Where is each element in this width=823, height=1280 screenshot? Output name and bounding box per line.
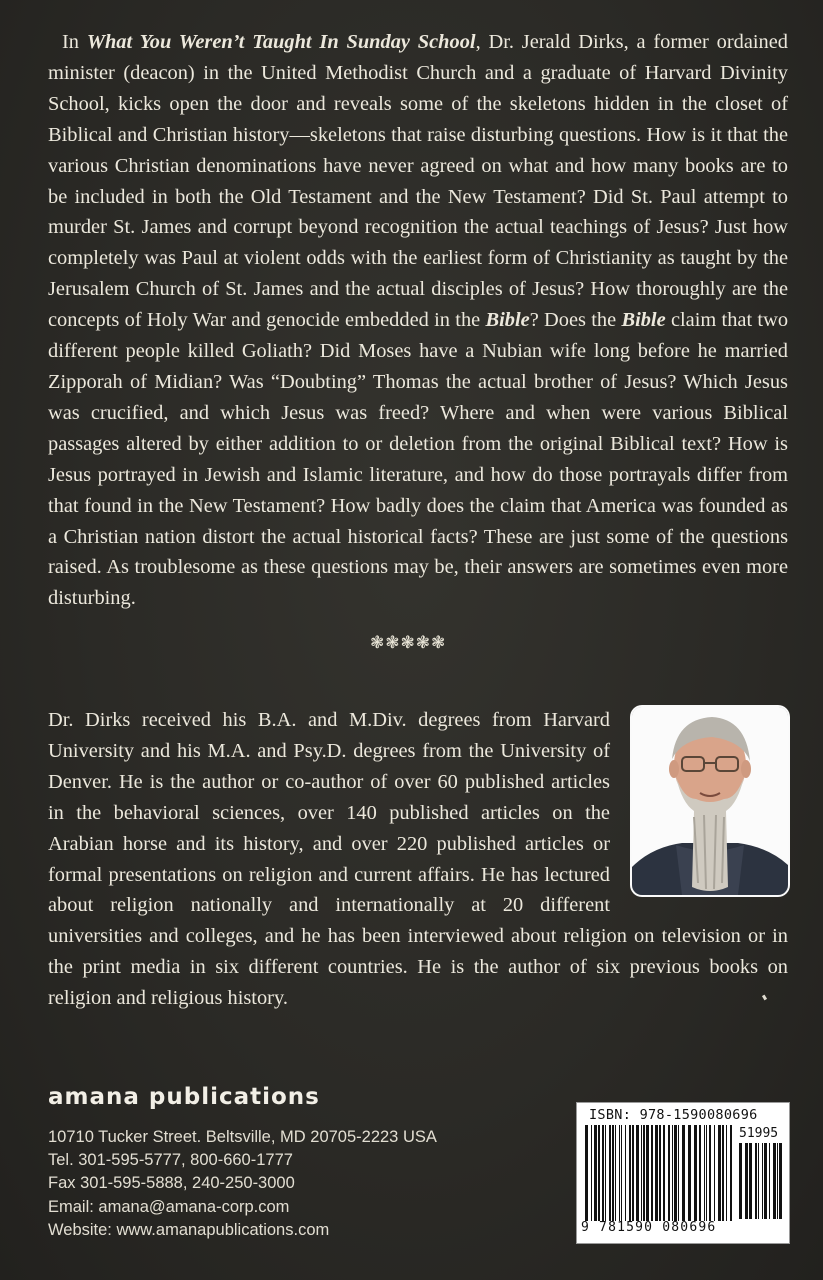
barcode-stripe bbox=[619, 1125, 620, 1221]
barcode-stripe bbox=[659, 1125, 661, 1221]
publisher-contact bbox=[48, 1126, 518, 1242]
author-portrait-illustration bbox=[632, 707, 788, 895]
blurb-text-2: ? Does the bbox=[529, 309, 622, 332]
barcode-stripe bbox=[694, 1125, 697, 1221]
barcode-stripe bbox=[682, 1125, 685, 1221]
barcode-stripe bbox=[706, 1125, 707, 1221]
barcode-stripe bbox=[655, 1125, 658, 1221]
barcode-stripe bbox=[764, 1143, 767, 1219]
barcode-stripe bbox=[643, 1125, 645, 1221]
barcode-stripe bbox=[674, 1125, 677, 1221]
bible-word-1: Bible bbox=[485, 309, 530, 332]
barcode-stripe bbox=[625, 1125, 626, 1221]
barcode-stripe bbox=[718, 1125, 721, 1221]
ean-digits: 9 781590 080696 bbox=[581, 1220, 717, 1235]
price-code: 51995 bbox=[739, 1126, 779, 1141]
barcode-stripe bbox=[755, 1143, 757, 1219]
barcode-stripe bbox=[615, 1125, 616, 1221]
barcode-stripe bbox=[585, 1125, 588, 1221]
barcode-stripe bbox=[663, 1125, 665, 1221]
barcode-stripe bbox=[745, 1143, 748, 1219]
barcode-stripe bbox=[714, 1125, 715, 1221]
isbn-barcode bbox=[576, 1102, 790, 1244]
publisher-website: Website: www.amanapublications.com bbox=[48, 1220, 330, 1239]
publisher-name: amana publications bbox=[48, 1084, 320, 1110]
publisher-address: 10710 Tucker Street. Beltsville, MD 20705-2223 USA bbox=[48, 1128, 437, 1146]
book-title: What You Weren’t Taught In Sunday School bbox=[86, 31, 476, 53]
isbn-label: ISBN: 978-1590080696 bbox=[589, 1107, 758, 1123]
barcode-stripe bbox=[704, 1125, 705, 1221]
barcode-stripe bbox=[769, 1143, 770, 1219]
blurb-intro: In bbox=[62, 31, 87, 53]
barcode-stripe bbox=[609, 1125, 611, 1221]
barcode-stripe bbox=[636, 1125, 639, 1221]
barcode-stripe bbox=[641, 1125, 642, 1221]
price-barcode-bars bbox=[739, 1143, 783, 1219]
author-bio bbox=[48, 705, 788, 1014]
barcode-stripe bbox=[749, 1143, 752, 1219]
barcode-stripe bbox=[739, 1143, 742, 1219]
barcode-stripe bbox=[726, 1125, 727, 1221]
bible-word-2: Bible bbox=[621, 309, 666, 332]
barcode-stripe bbox=[722, 1125, 724, 1221]
barcode-stripe bbox=[598, 1125, 600, 1221]
publisher-email: Email: amana@amana-corp.com bbox=[48, 1197, 290, 1216]
publisher-tel: Tel. 301-595-5777, 800-660-1777 bbox=[48, 1151, 293, 1170]
barcode-stripe bbox=[651, 1125, 653, 1221]
barcode-stripe bbox=[678, 1125, 679, 1221]
barcode-stripe bbox=[612, 1125, 614, 1221]
barcode-stripe bbox=[646, 1125, 649, 1221]
barcode-stripe bbox=[773, 1143, 776, 1219]
barcode-stripe bbox=[758, 1143, 759, 1219]
blurb-text-1: , Dr. Jerald Dirks, a former ordained minister (deacon) in the United Methodist Church and a graduate of Harvard Divinity School, kicks open the door and reveals some of the skeletons hidden in the closet of Biblical and Christian history—skeletons that raise disturbing questions. How is it that the various Christian denominations have never agreed on what and how many books are to be included in both the Old Testament and the New Testament? Did St. Paul attempt to murder St. James and corrupt beyond recognition the actual teachings of Jesus? Just how completely was Paul at violent odds with the earliest form of Christianity as taught by the Jerusalem Church of St. James and the actual disciples of Jesus? How thoroughly are the concepts of Holy War and genocide embedded in the bbox=[48, 31, 788, 332]
barcode-stripe bbox=[594, 1125, 597, 1221]
barcode-stripe bbox=[777, 1143, 778, 1219]
barcode-stripe bbox=[621, 1125, 622, 1221]
barcode-stripe bbox=[762, 1143, 763, 1219]
barcode-stripe bbox=[605, 1125, 606, 1221]
barcode-stripe bbox=[632, 1125, 634, 1221]
barcode-stripe bbox=[730, 1125, 732, 1221]
barcode-stripe bbox=[672, 1125, 673, 1221]
barcode-stripe bbox=[668, 1125, 670, 1221]
author-bio-text: Dr. Dirks received his B.A. and M.Div. degrees from Harvard University and his M.A. and Psy.D. degrees from the University of Denver. He is the author or co-author of over 60 published articles in the behavioral sciences, over 140 published articles on the Arabian horse and its history, and over 220 published articles or formal presentations on religion and current affairs. He has lectured about religion nationally and internationally at 20 different universities and colleges, and he has been interviewed about religion on television or in the print media in six different countries. He is the author of six previous books on religion and religious history. bbox=[48, 709, 788, 1010]
ean-barcode-bars bbox=[585, 1125, 735, 1221]
barcode-stripe bbox=[688, 1125, 691, 1221]
author-photo bbox=[632, 707, 788, 895]
barcode-stripe bbox=[699, 1125, 701, 1221]
ornament-divider: ❃❃❃❃❃ bbox=[370, 633, 447, 653]
barcode-stripe bbox=[709, 1125, 711, 1221]
blurb-text-3: claim that two different people killed Goliath? Did Moses have a Nubian wife long before he married Zipporah of Midian? Was “Doubting” Thomas the actual brother of Jesus? Which Jesus was crucified, and which Jesus was freed? Where and when were various Biblical passages altered by either addition to or deletion from the original Biblical text? How is Jesus portrayed in Jewish and Islamic literature, and how do those portrayals differ from that found in the New Testament? How badly does the claim that America was founded as a Christian nation distort the actual historical facts? These are just some of the questions raised. As troublesome as these questions may be, their answers are sometimes even more disturbing. bbox=[48, 309, 789, 610]
blurb-paragraph bbox=[48, 27, 788, 614]
publisher-fax: Fax 301-595-5888, 240-250-3000 bbox=[48, 1174, 295, 1193]
barcode-stripe bbox=[629, 1125, 631, 1221]
barcode-stripe bbox=[779, 1143, 782, 1219]
barcode-stripe bbox=[602, 1125, 604, 1221]
barcode-stripe bbox=[591, 1125, 592, 1221]
